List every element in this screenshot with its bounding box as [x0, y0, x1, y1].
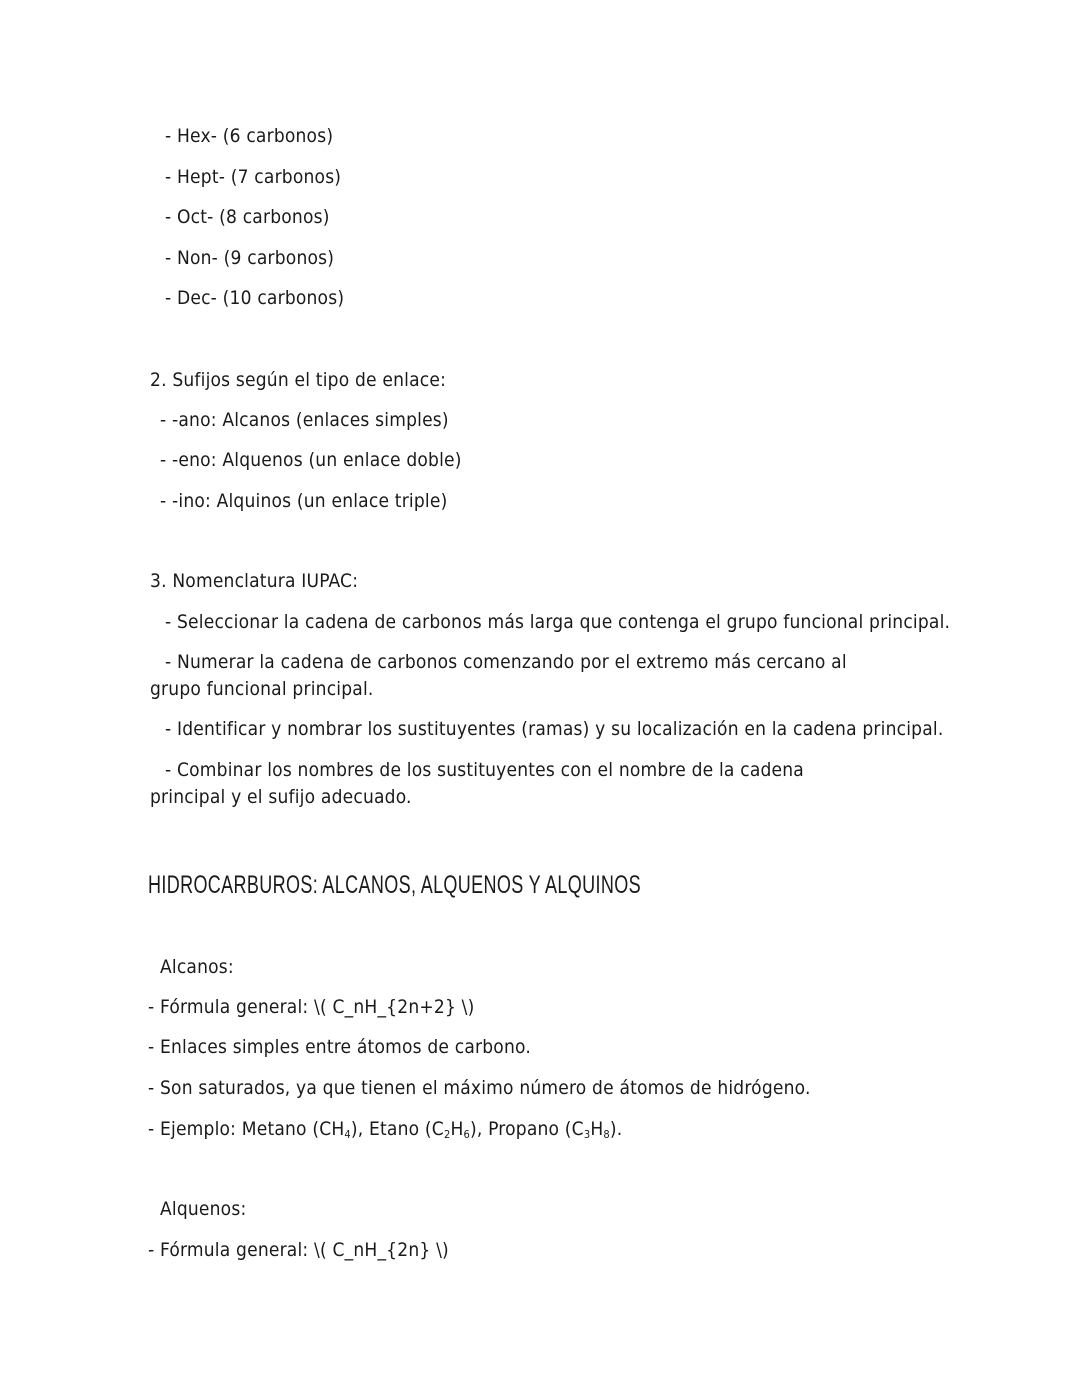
iupac-step-1: - Seleccionar la cadena de carbonos más larga que contenga el grupo funcional principal.: [165, 611, 951, 633]
section-2-title: 2. Sufijos según el tipo de enlace:: [150, 369, 447, 391]
alcanos-formula: - Fórmula general: \( C_nH_{2n+2} \): [148, 996, 475, 1018]
alcanos-enlaces: - Enlaces simples entre átomos de carbono.: [148, 1036, 531, 1058]
iupac-step-2: - Numerar la cadena de carbonos comenzando por el extremo más cercano al grupo funcional principal.: [150, 651, 847, 700]
alquenos-formula: - Fórmula general: \( C_nH_{2n} \): [148, 1239, 449, 1261]
prefix-item-hept: - Hept- (7 carbonos): [165, 166, 342, 188]
alquenos-title: Alquenos:: [160, 1198, 247, 1220]
prefix-item-oct: - Oct- (8 carbonos): [165, 206, 330, 228]
section-heading-hidrocarburos: HIDROCARBUROS: ALCANOS, ALQUENOS Y ALQUINOS: [148, 871, 641, 899]
prefix-item-dec: - Dec- (10 carbonos): [165, 287, 345, 309]
suffix-item-eno: - -eno: Alquenos (un enlace doble): [160, 449, 462, 471]
alcanos-saturados: - Son saturados, ya que tienen el máximo número de átomos de hidrógeno.: [148, 1077, 811, 1099]
section-3-title: 3. Nomenclatura IUPAC:: [150, 570, 359, 592]
suffix-item-ino: - -ino: Alquinos (un enlace triple): [160, 490, 448, 512]
prefix-item-hex: - Hex- (6 carbonos): [165, 125, 334, 147]
iupac-step-3: - Identificar y nombrar los sustituyentes (ramas) y su localización en la cadena principal.: [165, 718, 944, 740]
prefix-item-non: - Non- (9 carbonos): [165, 247, 335, 269]
alcanos-ejemplo: - Ejemplo: Metano $(CH_4)$, Etano $(C_2H_6)$, Propano $(C_3H_8)$.: [148, 1118, 623, 1141]
alcanos-title: Alcanos:: [160, 956, 234, 978]
iupac-step-4: - Combinar los nombres de los sustituyentes con el nombre de la cadena principal y el sufijo adecuado.: [150, 759, 804, 808]
suffix-item-ano: - -ano: Alcanos (enlaces simples): [160, 409, 449, 431]
